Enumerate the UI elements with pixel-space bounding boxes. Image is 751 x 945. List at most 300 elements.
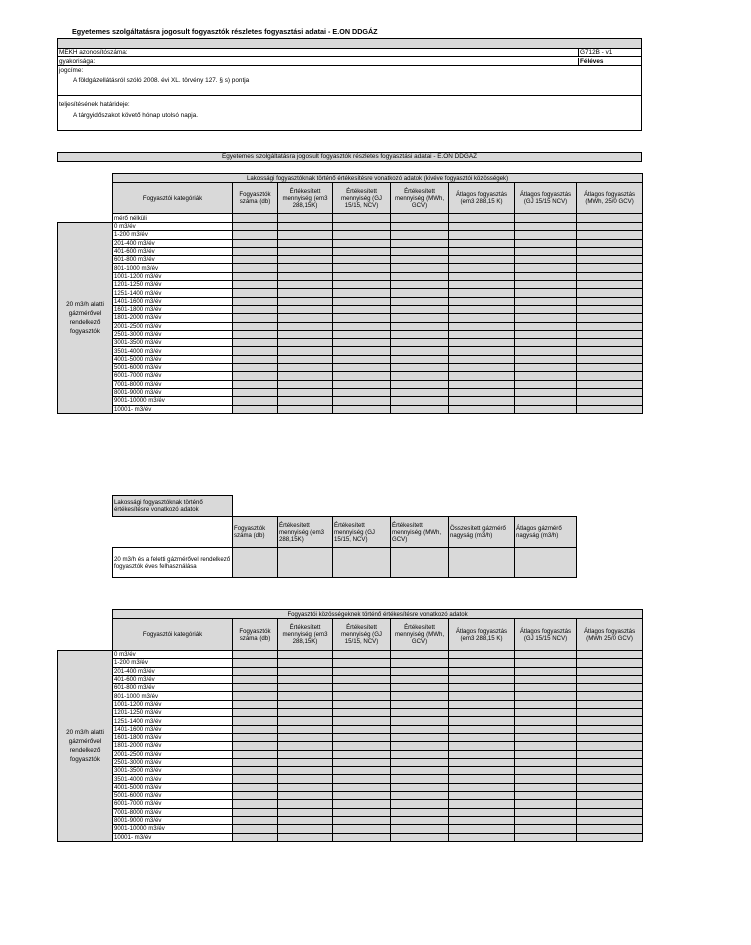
data-cell[interactable] bbox=[278, 816, 333, 824]
data-cell[interactable] bbox=[278, 767, 333, 775]
data-cell[interactable] bbox=[515, 231, 577, 239]
data-cell[interactable] bbox=[233, 742, 278, 750]
data-cell[interactable] bbox=[278, 808, 333, 816]
data-cell[interactable] bbox=[333, 314, 391, 322]
data-cell[interactable] bbox=[333, 330, 391, 338]
data-cell[interactable] bbox=[233, 758, 278, 766]
data-cell[interactable] bbox=[577, 214, 643, 223]
data-cell[interactable] bbox=[449, 231, 515, 239]
data-cell[interactable] bbox=[278, 214, 333, 223]
data-cell[interactable] bbox=[391, 692, 449, 700]
data-cell[interactable] bbox=[233, 833, 278, 841]
data-cell[interactable] bbox=[449, 355, 515, 363]
data-cell[interactable] bbox=[515, 281, 577, 289]
data-cell[interactable] bbox=[233, 281, 278, 289]
data-cell[interactable] bbox=[333, 709, 391, 717]
data-cell[interactable] bbox=[233, 314, 278, 322]
data-cell[interactable] bbox=[333, 272, 391, 280]
data-cell[interactable] bbox=[577, 667, 643, 675]
data-cell[interactable] bbox=[515, 775, 577, 783]
data-cell[interactable] bbox=[333, 750, 391, 758]
data-cell[interactable] bbox=[515, 675, 577, 683]
data-cell[interactable] bbox=[577, 231, 643, 239]
data-cell[interactable] bbox=[333, 231, 391, 239]
data-cell[interactable] bbox=[515, 767, 577, 775]
data-cell[interactable] bbox=[577, 223, 643, 231]
data-cell[interactable] bbox=[278, 380, 333, 388]
data-cell[interactable] bbox=[449, 347, 515, 355]
data-cell[interactable] bbox=[391, 659, 449, 667]
data-cell[interactable] bbox=[391, 223, 449, 231]
data-cell[interactable] bbox=[577, 247, 643, 255]
data-cell[interactable] bbox=[515, 305, 577, 313]
data-cell[interactable] bbox=[333, 364, 391, 372]
data-cell[interactable] bbox=[515, 247, 577, 255]
data-cell[interactable] bbox=[515, 289, 577, 297]
data-cell[interactable] bbox=[515, 214, 577, 223]
data-cell[interactable] bbox=[333, 372, 391, 380]
data-cell[interactable] bbox=[577, 659, 643, 667]
data-cell[interactable] bbox=[333, 405, 391, 413]
data-cell[interactable] bbox=[515, 651, 577, 659]
data-cell[interactable] bbox=[515, 372, 577, 380]
data-cell[interactable] bbox=[278, 548, 333, 578]
data-cell[interactable] bbox=[449, 289, 515, 297]
data-cell[interactable] bbox=[577, 767, 643, 775]
data-cell[interactable] bbox=[233, 339, 278, 347]
data-cell[interactable] bbox=[449, 659, 515, 667]
data-cell[interactable] bbox=[233, 355, 278, 363]
data-cell[interactable] bbox=[391, 767, 449, 775]
data-cell[interactable] bbox=[278, 264, 333, 272]
data-cell[interactable] bbox=[449, 692, 515, 700]
data-cell[interactable] bbox=[391, 214, 449, 223]
data-cell[interactable] bbox=[515, 223, 577, 231]
data-cell[interactable] bbox=[391, 364, 449, 372]
data-cell[interactable] bbox=[577, 775, 643, 783]
data-cell[interactable] bbox=[577, 742, 643, 750]
data-cell[interactable] bbox=[391, 675, 449, 683]
data-cell[interactable] bbox=[515, 825, 577, 833]
data-cell[interactable] bbox=[278, 800, 333, 808]
data-cell[interactable] bbox=[278, 314, 333, 322]
data-cell[interactable] bbox=[449, 767, 515, 775]
data-cell[interactable] bbox=[233, 256, 278, 264]
data-cell[interactable] bbox=[515, 758, 577, 766]
data-cell[interactable] bbox=[577, 651, 643, 659]
data-cell[interactable] bbox=[278, 355, 333, 363]
data-cell[interactable] bbox=[515, 264, 577, 272]
data-cell[interactable] bbox=[233, 289, 278, 297]
data-cell[interactable] bbox=[515, 405, 577, 413]
data-cell[interactable] bbox=[577, 372, 643, 380]
data-cell[interactable] bbox=[278, 684, 333, 692]
data-cell[interactable] bbox=[278, 223, 333, 231]
data-cell[interactable] bbox=[233, 231, 278, 239]
data-cell[interactable] bbox=[233, 272, 278, 280]
data-cell[interactable] bbox=[577, 339, 643, 347]
data-cell[interactable] bbox=[333, 355, 391, 363]
data-cell[interactable] bbox=[391, 297, 449, 305]
data-cell[interactable] bbox=[278, 289, 333, 297]
data-cell[interactable] bbox=[391, 808, 449, 816]
data-cell[interactable] bbox=[391, 231, 449, 239]
data-cell[interactable] bbox=[391, 330, 449, 338]
data-cell[interactable] bbox=[449, 733, 515, 741]
data-cell[interactable] bbox=[278, 733, 333, 741]
data-cell[interactable] bbox=[515, 667, 577, 675]
data-cell[interactable] bbox=[391, 405, 449, 413]
data-cell[interactable] bbox=[333, 833, 391, 841]
data-cell[interactable] bbox=[391, 667, 449, 675]
data-cell[interactable] bbox=[333, 380, 391, 388]
data-cell[interactable] bbox=[391, 281, 449, 289]
data-cell[interactable] bbox=[391, 700, 449, 708]
data-cell[interactable] bbox=[449, 256, 515, 264]
data-cell[interactable] bbox=[577, 692, 643, 700]
data-cell[interactable] bbox=[515, 314, 577, 322]
data-cell[interactable] bbox=[333, 339, 391, 347]
data-cell[interactable] bbox=[233, 364, 278, 372]
data-cell[interactable] bbox=[333, 775, 391, 783]
data-cell[interactable] bbox=[233, 700, 278, 708]
data-cell[interactable] bbox=[391, 717, 449, 725]
data-cell[interactable] bbox=[449, 372, 515, 380]
data-cell[interactable] bbox=[449, 247, 515, 255]
data-cell[interactable] bbox=[391, 792, 449, 800]
data-cell[interactable] bbox=[333, 305, 391, 313]
data-cell[interactable] bbox=[577, 355, 643, 363]
data-cell[interactable] bbox=[577, 380, 643, 388]
data-cell[interactable] bbox=[278, 659, 333, 667]
data-cell[interactable] bbox=[577, 289, 643, 297]
data-cell[interactable] bbox=[333, 758, 391, 766]
data-cell[interactable] bbox=[333, 742, 391, 750]
data-cell[interactable] bbox=[577, 758, 643, 766]
data-cell[interactable] bbox=[333, 388, 391, 396]
data-cell[interactable] bbox=[449, 305, 515, 313]
data-cell[interactable] bbox=[333, 223, 391, 231]
data-cell[interactable] bbox=[515, 783, 577, 791]
data-cell[interactable] bbox=[449, 700, 515, 708]
data-cell[interactable] bbox=[233, 800, 278, 808]
data-cell[interactable] bbox=[391, 783, 449, 791]
data-cell[interactable] bbox=[391, 651, 449, 659]
data-cell[interactable] bbox=[449, 405, 515, 413]
data-cell[interactable] bbox=[391, 800, 449, 808]
data-cell[interactable] bbox=[449, 833, 515, 841]
data-cell[interactable] bbox=[391, 775, 449, 783]
data-cell[interactable] bbox=[278, 833, 333, 841]
data-cell[interactable] bbox=[577, 281, 643, 289]
data-cell[interactable] bbox=[278, 372, 333, 380]
data-cell[interactable] bbox=[233, 214, 278, 223]
data-cell[interactable] bbox=[515, 322, 577, 330]
data-cell[interactable] bbox=[233, 330, 278, 338]
data-cell[interactable] bbox=[278, 825, 333, 833]
data-cell[interactable] bbox=[449, 272, 515, 280]
data-cell[interactable] bbox=[449, 281, 515, 289]
data-cell[interactable] bbox=[391, 256, 449, 264]
data-cell[interactable] bbox=[278, 239, 333, 247]
data-cell[interactable] bbox=[278, 397, 333, 405]
data-cell[interactable] bbox=[449, 684, 515, 692]
data-cell[interactable] bbox=[233, 322, 278, 330]
data-cell[interactable] bbox=[577, 364, 643, 372]
data-cell[interactable] bbox=[577, 684, 643, 692]
data-cell[interactable] bbox=[577, 808, 643, 816]
data-cell[interactable] bbox=[333, 297, 391, 305]
data-cell[interactable] bbox=[233, 405, 278, 413]
data-cell[interactable] bbox=[391, 388, 449, 396]
data-cell[interactable] bbox=[278, 247, 333, 255]
data-cell[interactable] bbox=[449, 709, 515, 717]
data-cell[interactable] bbox=[233, 692, 278, 700]
data-cell[interactable] bbox=[233, 733, 278, 741]
data-cell[interactable] bbox=[577, 305, 643, 313]
data-cell[interactable] bbox=[577, 675, 643, 683]
data-cell[interactable] bbox=[233, 380, 278, 388]
data-cell[interactable] bbox=[577, 405, 643, 413]
data-cell[interactable] bbox=[391, 380, 449, 388]
data-cell[interactable] bbox=[333, 322, 391, 330]
data-cell[interactable] bbox=[233, 808, 278, 816]
data-cell[interactable] bbox=[233, 825, 278, 833]
data-cell[interactable] bbox=[391, 750, 449, 758]
data-cell[interactable] bbox=[333, 264, 391, 272]
data-cell[interactable] bbox=[233, 775, 278, 783]
data-cell[interactable] bbox=[278, 692, 333, 700]
data-cell[interactable] bbox=[391, 272, 449, 280]
data-cell[interactable] bbox=[449, 742, 515, 750]
data-cell[interactable] bbox=[577, 800, 643, 808]
data-cell[interactable] bbox=[278, 667, 333, 675]
data-cell[interactable] bbox=[233, 783, 278, 791]
data-cell[interactable] bbox=[278, 783, 333, 791]
data-cell[interactable] bbox=[233, 239, 278, 247]
data-cell[interactable] bbox=[278, 700, 333, 708]
data-cell[interactable] bbox=[233, 659, 278, 667]
data-cell[interactable] bbox=[449, 239, 515, 247]
data-cell[interactable] bbox=[577, 709, 643, 717]
data-cell[interactable] bbox=[233, 264, 278, 272]
data-cell[interactable] bbox=[333, 247, 391, 255]
data-cell[interactable] bbox=[515, 792, 577, 800]
data-cell[interactable] bbox=[333, 700, 391, 708]
data-cell[interactable] bbox=[278, 775, 333, 783]
data-cell[interactable] bbox=[449, 675, 515, 683]
data-cell[interactable] bbox=[233, 297, 278, 305]
data-cell[interactable] bbox=[391, 742, 449, 750]
data-cell[interactable] bbox=[577, 314, 643, 322]
data-cell[interactable] bbox=[515, 397, 577, 405]
data-cell[interactable] bbox=[333, 659, 391, 667]
data-cell[interactable] bbox=[391, 339, 449, 347]
data-cell[interactable] bbox=[391, 322, 449, 330]
data-cell[interactable] bbox=[233, 651, 278, 659]
data-cell[interactable] bbox=[449, 783, 515, 791]
data-cell[interactable] bbox=[449, 725, 515, 733]
data-cell[interactable] bbox=[233, 388, 278, 396]
data-cell[interactable] bbox=[391, 347, 449, 355]
data-cell[interactable] bbox=[515, 364, 577, 372]
data-cell[interactable] bbox=[515, 692, 577, 700]
data-cell[interactable] bbox=[515, 659, 577, 667]
data-cell[interactable] bbox=[515, 800, 577, 808]
data-cell[interactable] bbox=[449, 750, 515, 758]
data-cell[interactable] bbox=[515, 388, 577, 396]
data-cell[interactable] bbox=[391, 372, 449, 380]
data-cell[interactable] bbox=[391, 264, 449, 272]
data-cell[interactable] bbox=[515, 297, 577, 305]
data-cell[interactable] bbox=[577, 239, 643, 247]
data-cell[interactable] bbox=[233, 397, 278, 405]
data-cell[interactable] bbox=[233, 347, 278, 355]
data-cell[interactable] bbox=[577, 725, 643, 733]
data-cell[interactable] bbox=[449, 800, 515, 808]
data-cell[interactable] bbox=[515, 330, 577, 338]
data-cell[interactable] bbox=[278, 651, 333, 659]
data-cell[interactable] bbox=[333, 725, 391, 733]
data-cell[interactable] bbox=[449, 330, 515, 338]
data-cell[interactable] bbox=[233, 675, 278, 683]
data-cell[interactable] bbox=[391, 684, 449, 692]
data-cell[interactable] bbox=[449, 758, 515, 766]
data-cell[interactable] bbox=[577, 750, 643, 758]
data-cell[interactable] bbox=[233, 709, 278, 717]
data-cell[interactable] bbox=[333, 239, 391, 247]
data-cell[interactable] bbox=[333, 548, 391, 578]
data-cell[interactable] bbox=[333, 214, 391, 223]
data-cell[interactable] bbox=[391, 397, 449, 405]
data-cell[interactable] bbox=[515, 808, 577, 816]
data-cell[interactable] bbox=[333, 347, 391, 355]
data-cell[interactable] bbox=[278, 758, 333, 766]
data-cell[interactable] bbox=[333, 397, 391, 405]
data-cell[interactable] bbox=[333, 289, 391, 297]
data-cell[interactable] bbox=[449, 364, 515, 372]
data-cell[interactable] bbox=[449, 223, 515, 231]
data-cell[interactable] bbox=[233, 372, 278, 380]
data-cell[interactable] bbox=[278, 405, 333, 413]
data-cell[interactable] bbox=[233, 767, 278, 775]
data-cell[interactable] bbox=[515, 709, 577, 717]
data-cell[interactable] bbox=[278, 717, 333, 725]
data-cell[interactable] bbox=[449, 825, 515, 833]
data-cell[interactable] bbox=[577, 783, 643, 791]
data-cell[interactable] bbox=[577, 717, 643, 725]
data-cell[interactable] bbox=[449, 667, 515, 675]
data-cell[interactable] bbox=[278, 322, 333, 330]
data-cell[interactable] bbox=[233, 684, 278, 692]
data-cell[interactable] bbox=[577, 256, 643, 264]
data-cell[interactable] bbox=[391, 305, 449, 313]
data-cell[interactable] bbox=[577, 700, 643, 708]
data-cell[interactable] bbox=[449, 214, 515, 223]
data-cell[interactable] bbox=[333, 281, 391, 289]
data-cell[interactable] bbox=[278, 364, 333, 372]
data-cell[interactable] bbox=[577, 397, 643, 405]
data-cell[interactable] bbox=[278, 742, 333, 750]
data-cell[interactable] bbox=[391, 833, 449, 841]
data-cell[interactable] bbox=[515, 339, 577, 347]
data-cell[interactable] bbox=[515, 725, 577, 733]
data-cell[interactable] bbox=[515, 684, 577, 692]
data-cell[interactable] bbox=[333, 783, 391, 791]
data-cell[interactable] bbox=[278, 388, 333, 396]
data-cell[interactable] bbox=[333, 792, 391, 800]
data-cell[interactable] bbox=[449, 297, 515, 305]
data-cell[interactable] bbox=[449, 322, 515, 330]
data-cell[interactable] bbox=[577, 330, 643, 338]
data-cell[interactable] bbox=[233, 750, 278, 758]
data-cell[interactable] bbox=[391, 289, 449, 297]
data-cell[interactable] bbox=[515, 256, 577, 264]
data-cell[interactable] bbox=[577, 272, 643, 280]
data-cell[interactable] bbox=[577, 264, 643, 272]
data-cell[interactable] bbox=[515, 272, 577, 280]
data-cell[interactable] bbox=[233, 247, 278, 255]
data-cell[interactable] bbox=[449, 339, 515, 347]
data-cell[interactable] bbox=[278, 256, 333, 264]
data-cell[interactable] bbox=[391, 247, 449, 255]
data-cell[interactable] bbox=[515, 239, 577, 247]
data-cell[interactable] bbox=[449, 775, 515, 783]
data-cell[interactable] bbox=[577, 733, 643, 741]
data-cell[interactable] bbox=[233, 223, 278, 231]
data-cell[interactable] bbox=[233, 548, 278, 578]
data-cell[interactable] bbox=[333, 684, 391, 692]
data-cell[interactable] bbox=[278, 330, 333, 338]
data-cell[interactable] bbox=[333, 667, 391, 675]
data-cell[interactable] bbox=[333, 692, 391, 700]
data-cell[interactable] bbox=[577, 388, 643, 396]
data-cell[interactable] bbox=[515, 833, 577, 841]
data-cell[interactable] bbox=[333, 816, 391, 824]
data-cell[interactable] bbox=[391, 355, 449, 363]
data-cell[interactable] bbox=[333, 717, 391, 725]
data-cell[interactable] bbox=[233, 305, 278, 313]
data-cell[interactable] bbox=[449, 548, 515, 578]
data-cell[interactable] bbox=[515, 733, 577, 741]
data-cell[interactable] bbox=[515, 700, 577, 708]
data-cell[interactable] bbox=[577, 322, 643, 330]
data-cell[interactable] bbox=[278, 231, 333, 239]
data-cell[interactable] bbox=[391, 825, 449, 833]
data-cell[interactable] bbox=[391, 548, 449, 578]
data-cell[interactable] bbox=[233, 717, 278, 725]
data-cell[interactable] bbox=[391, 239, 449, 247]
data-cell[interactable] bbox=[449, 808, 515, 816]
data-cell[interactable] bbox=[391, 314, 449, 322]
data-cell[interactable] bbox=[278, 272, 333, 280]
data-cell[interactable] bbox=[449, 397, 515, 405]
data-cell[interactable] bbox=[449, 380, 515, 388]
data-cell[interactable] bbox=[577, 347, 643, 355]
data-cell[interactable] bbox=[449, 314, 515, 322]
data-cell[interactable] bbox=[515, 548, 577, 578]
data-cell[interactable] bbox=[391, 725, 449, 733]
data-cell[interactable] bbox=[449, 388, 515, 396]
data-cell[interactable] bbox=[391, 733, 449, 741]
data-cell[interactable] bbox=[333, 800, 391, 808]
data-cell[interactable] bbox=[515, 816, 577, 824]
data-cell[interactable] bbox=[278, 725, 333, 733]
data-cell[interactable] bbox=[233, 667, 278, 675]
data-cell[interactable] bbox=[449, 792, 515, 800]
data-cell[interactable] bbox=[333, 808, 391, 816]
data-cell[interactable] bbox=[391, 709, 449, 717]
